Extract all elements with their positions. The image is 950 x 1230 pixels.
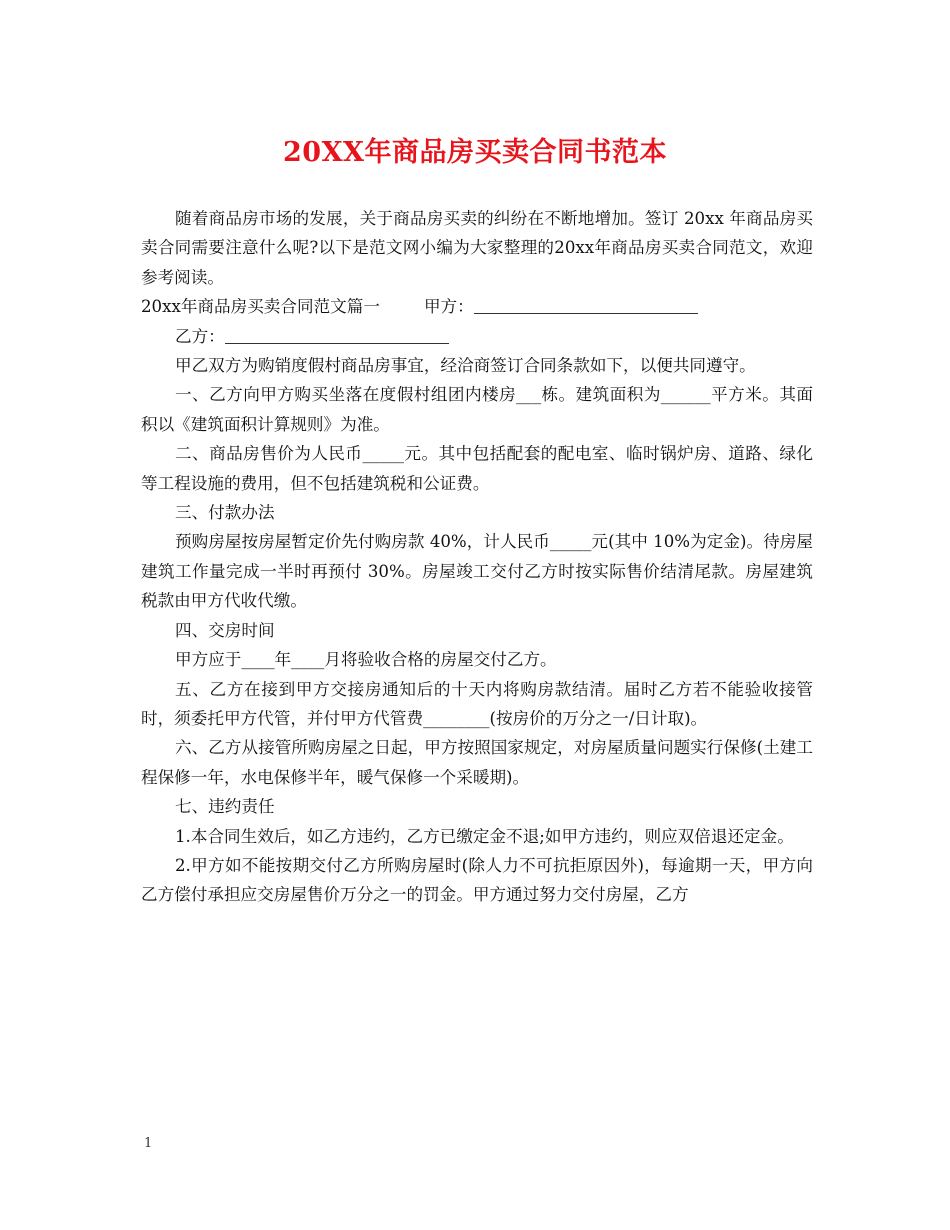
party-b-line <box>141 322 813 351</box>
clause-1: 一、乙方向甲方购买坐落在度假村组团内楼房___栋。建筑面积为______平方米。其面积以《建筑面积计算规则》为准。 <box>141 385 813 434</box>
party-b-blank <box>225 327 449 344</box>
clause-7-item-1: 1.本合同生效后，如乙方违约，乙方已缴定金不退;如甲方违约，则应双倍退还定金。 <box>175 826 794 846</box>
clause-7-heading: 七、违约责任 <box>175 797 275 817</box>
section-heading-line <box>141 292 813 321</box>
clause-3-heading: 三、付款办法 <box>175 503 275 523</box>
clause-4-heading: 四、交房时间 <box>175 620 275 640</box>
page-number: 1 <box>144 1136 153 1151</box>
party-a-blank <box>474 297 698 314</box>
party-b-label: 乙方： <box>175 326 225 346</box>
document-body <box>141 204 813 910</box>
party-a-label: 甲方： <box>423 297 474 317</box>
clause-3-body: 预购房屋按房屋暂定价先付购房款 40%，计人民币_____元(其中 10%为定金)。待房屋建筑工作量完成一半时再预付 30%。房屋竣工交付乙方时按实际售价结清尾款。房屋建筑税款由甲方代收代缴。 <box>141 532 813 611</box>
clause-7-item-2: 2.甲方如不能按期交付乙方所购房屋时(除人力不可抗拒原因外)，每逾期一天，甲方向乙方偿付承担应交房屋售价万分之一的罚金。甲方通过努力交付房屋，乙方 <box>141 855 813 905</box>
clause-5: 五、乙方在接到甲方交接房通知后的十天内将购房款结清。届时乙方若不能验收接管时，须委托甲方代管，并付甲方代管费________(按房价的万分之一/日计取)。 <box>141 679 813 728</box>
clause-4-body: 甲方应于____年____月将验收合格的房屋交付乙方。 <box>175 650 557 670</box>
agreement-intro: 甲乙双方为购销度假村商品房事宜，经洽商签订合同条款如下，以便共同遵守。 <box>175 356 756 376</box>
clause-2: 二、商品房售价为人民币_____元。其中包括配套的配电室、临时锅炉房、道路、绿化等工程设施的费用，但不包括建筑税和公证费。 <box>141 444 813 493</box>
intro-paragraph: 随着商品房市场的发展，关于商品房买卖的纠纷在不断地增加。签订 20xx 年商品房买卖合同需要注意什么呢?以下是范文网小编为大家整理的20xx年商品房买卖合同范文，欢迎参考阅读。 <box>141 209 813 287</box>
clause-6: 六、乙方从接管所购房屋之日起，甲方按照国家规定，对房屋质量问题实行保修(土建工程保修一年，水电保修半年，暖气保修一个采暖期)。 <box>141 738 813 787</box>
section-heading: 20xx年商品房买卖合同范文篇一 <box>141 297 380 317</box>
document-title: 20XX年商品房买卖合同书范本 <box>283 137 667 168</box>
